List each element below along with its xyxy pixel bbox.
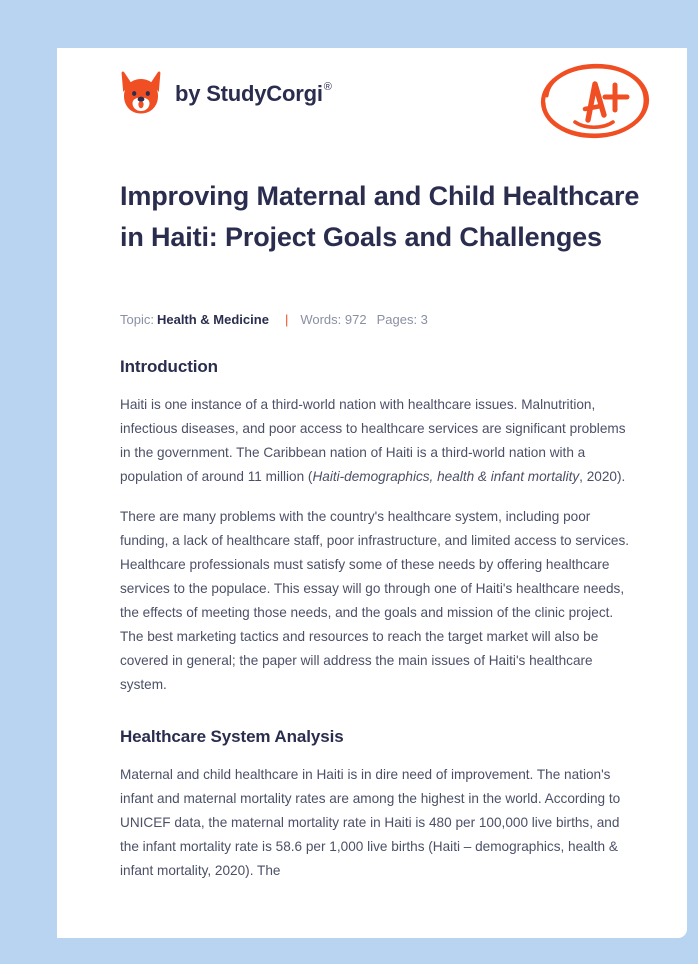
registered-trademark-icon: ® — [323, 80, 332, 93]
page-count: Pages: 3 — [376, 312, 428, 327]
section-heading-introduction: Introduction — [120, 357, 218, 376]
meta-separator: | — [284, 312, 289, 327]
paragraph — [120, 749, 632, 883]
document-body — [120, 344, 632, 883]
studycorgi-brand-logo[interactable] — [120, 70, 331, 116]
topic-label: Topic: — [120, 312, 154, 327]
text-run: , 2020). — [579, 469, 626, 484]
document-header — [57, 48, 687, 158]
text-run: Haiti is one instance of a third-world nation with healthcare issues. Malnutrition, infectious diseases, and poor access to healthcare services are significant problems in the government. The Caribbean nation of Haiti is a third-world nation with a population of around 11 million ( — [120, 397, 626, 484]
section-heading-healthcare-system-analysis: Healthcare System Analysis — [120, 727, 344, 746]
text-run: Maternal and child healthcare in Haiti is in dire need of improvement. The nation's infant and maternal mortality rates are among the highest in the world. According to UNICEF data, the maternal mortality rate in Haiti is 480 per 100,000 live births, and the infant mortality rate is 58.6 per 1,000 live births (Haiti – demographics, health & infant mortality, 2020). The — [120, 767, 621, 878]
document-page — [57, 48, 687, 938]
brand-prefix: by — [175, 81, 207, 106]
paragraph — [120, 489, 632, 697]
document-meta — [120, 311, 428, 329]
paragraph — [120, 379, 632, 489]
brand-wordmark — [175, 80, 332, 106]
a-plus-grade-badge-icon — [535, 56, 655, 146]
text-run: There are many problems with the country's healthcare system, including poor funding, a lack of healthcare staff, poor infrastructure, and limited access to services. Healthcare professionals must satisfy some of these needs by offering healthcare services to the populace. This essay will go through one of Haiti's healthcare needs, the effects of meeting those needs, and the goals and mission of the clinic project. The best marketing tactics and resources to reach the target market will also be covered in general; the paper will address the main issues of Haiti's healthcare system. — [120, 509, 630, 692]
corgi-head-icon — [120, 70, 162, 116]
page-title: Improving Maternal and Child Healthcare in Haiti: Project Goals and Challenges — [120, 181, 640, 252]
citation-title: Haiti-demographics, health & infant mortality — [312, 469, 580, 484]
brand-name: StudyCorgi — [206, 81, 323, 106]
topic-link[interactable]: Health & Medicine — [156, 312, 269, 327]
word-count: Words: 972 — [300, 312, 367, 327]
